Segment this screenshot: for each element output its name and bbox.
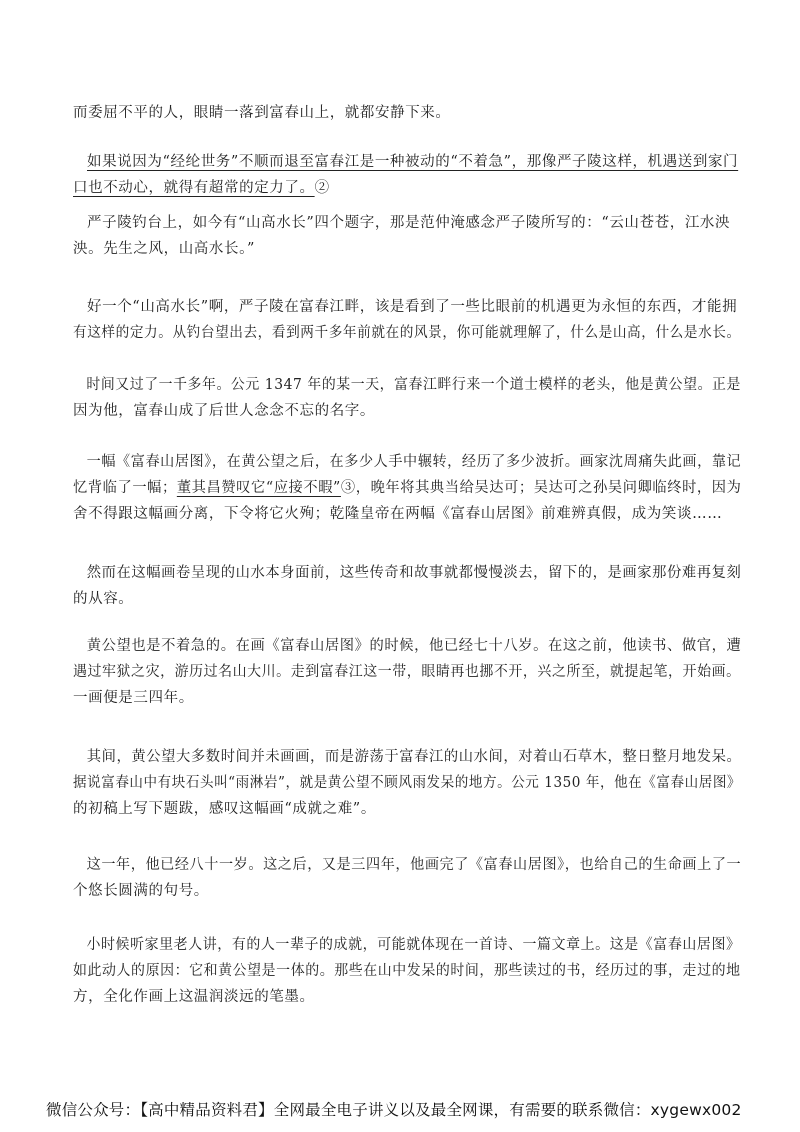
text-line: 这一年，他已经八十一岁。这之后，又是三四年，他画完了《富春山居图》，也给自己的生命画上了一 [86,857,742,873]
underlined-text: 如果说因为“经纶世务”不顺而退至富春江是一种被动的“不着急”，那像严子陵这样，机遇送到家门 [87,154,739,170]
text-line: 小时候听家里老人讲，有的人一辈子的成就，可能就体现在一首诗、一篇文章上。这是《富春山居图》 [86,937,741,953]
paragraph [73,372,741,424]
underlined-text: 口也不动心，就得有超常的定力了。 [73,180,315,196]
text-line: 黄公望也是不着急的。在画《富春山居图》的时候，他已经七十八岁。在这之前，他读书、做官，遭 [86,638,742,654]
text-line: 舍不得跟这幅画分离，下令将它火殉；乾隆皇帝在两幅《富春山居图》前难辨真假，成为笑谈…… [73,506,723,522]
paragraph [73,932,741,1010]
text-line: 的初稿上写下题跋，感叹这幅画“成就之难”。 [73,801,376,817]
text-line: 如此动人的原因：它和黄公望是一体的。那些在山中发呆的时间，那些读过的书，经历过的事，走过的地 [73,963,741,979]
text-line: 有这样的定力。从钓台望出去，看到两千多年前就在的风景，你可能就理解了，什么是山高，什么是水长。 [73,325,741,341]
paragraph [73,100,738,126]
footnote-marker: ② [314,180,330,196]
footer-notice: 微信公众号：【高中精品资料君】全网最全电子讲义以及最全网课，有需要的联系微信：xygewx002 [46,1101,742,1119]
text-line: 个悠长圆满的句号。 [73,883,209,899]
paragraph [73,294,741,346]
text-line: 泱。先生之风，山高水长。” [73,241,255,257]
text-line: 一幅《富春山居图》，在黄公望之后，在多少人手中辗转，经历了多少波折。画家沈周痛失此画，靠记 [86,454,742,470]
underlined-text: 董其昌赞叹它“应接不暇” [176,480,341,496]
text-line: 其间，黄公望大多数时间并未画画，而是游荡于富春江的山水间，对着山石草木，整日整月地发呆。 [86,749,742,765]
paragraph [73,852,742,904]
text-line: 忆背临了一幅；董其昌赞叹它“应接不暇”③，晚年将其典当给吴达可；吴达可之孙吴问卿临终时，因为 [73,480,742,496]
text-line: 遇过牢狱之灾，游历过名山大川。走到富春江这一带，眼睛再也挪不开，兴之所至，就提起笔，开始画。 [73,664,741,680]
paragraph [73,210,738,262]
text-line: 方，全化作画上这温润淡远的笔墨。 [73,989,315,1005]
text-line: 然而在这幅画卷呈现的山水本身面前，这些传奇和故事就都慢慢淡去，留下的，是画家那份难再复刻 [86,565,742,581]
paragraph [73,449,742,527]
paragraph-underlined [73,149,738,201]
text-line: 一画便是三四年。 [73,690,194,706]
text-line: 的从容。 [73,591,134,607]
text-line: 时间又过了一千多年。公元 1347 年的某一天，富春江畔行来一个道士模样的老头，他是黄公望。正是 [86,377,741,393]
text-line: 据说富春山中有块石头叫“雨淋岩”，就是黄公望不顾风雨发呆的地方。公元 1350 年，他在《富春山居图》 [73,775,742,791]
text-line: 好一个“山高水长”啊，严子陵在富春江畔，该是看到了一些比眼前的机遇更为永恒的东西，才能拥 [87,299,738,315]
text-line: 而委屈不平的人，眼睛一落到富春山上，就都安静下来。 [73,105,451,121]
text-line [73,175,738,201]
text-line: 严子陵钓台上，如今有“山高水长”四个题字，那是范仲淹感念严子陵所写的：“云山苍苍，江水泱 [87,215,731,231]
paragraph [73,633,742,711]
text-line [73,149,738,175]
paragraph [73,560,742,612]
text-line: 因为他，富春山成了后世人念念不忘的名字。 [73,403,375,419]
paragraph [73,744,742,822]
